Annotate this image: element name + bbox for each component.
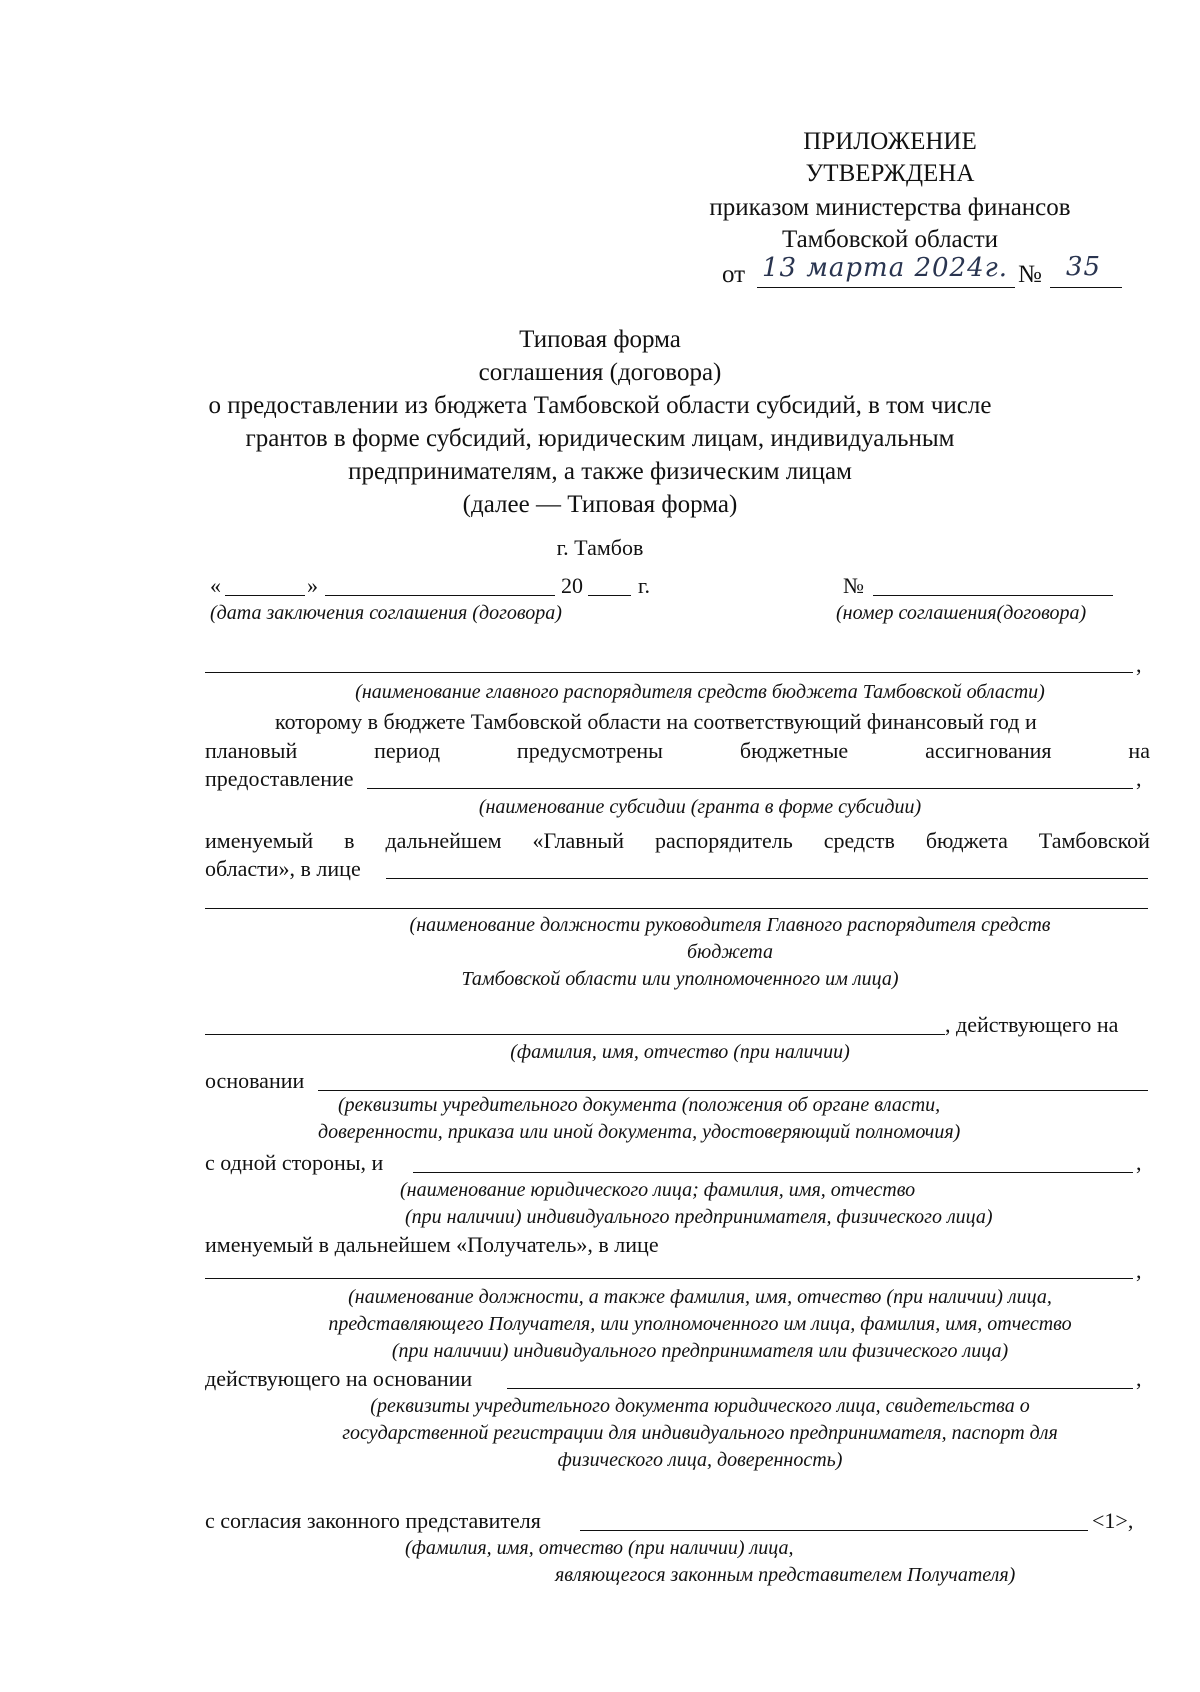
caption-fio: (фамилия, имя, отчество (при наличии)	[510, 1041, 850, 1063]
head-field-2	[205, 908, 1148, 909]
p1-word: ассигнования	[925, 738, 1052, 763]
p2-word: именуемый	[205, 828, 314, 853]
caption-docs-3: физического лица, доверенность)	[557, 1449, 843, 1471]
caption-legal-2: (при наличии) индивидуального предпринимателя, физического лица)	[405, 1206, 993, 1228]
p1-word: на	[1128, 738, 1150, 763]
caption-recipient-2: представляющего Получателя, или уполномоченного им лица, фамилия, имя, отчество	[328, 1313, 1072, 1335]
comma: ,	[1136, 1258, 1142, 1283]
acting-basis-label: действующего на основании	[205, 1366, 473, 1391]
comma: ,	[1136, 766, 1142, 791]
footnote-ref: <1>,	[1092, 1508, 1134, 1533]
caption-docs-1: (реквизиты учредительного документа юридического лица, свидетельства о	[370, 1395, 1030, 1417]
caption-rep-1: (фамилия, имя, отчество (при наличии) лица,	[405, 1537, 794, 1559]
p1-line-2	[205, 738, 1150, 764]
title-line-4: грантов в форме субсидий, юридическим лицам, индивидуальным	[245, 425, 955, 452]
p2-word: Тамбовской	[1038, 828, 1150, 853]
order-date-underline	[757, 287, 1015, 288]
order-line-1: приказом министерства финансов	[709, 194, 1071, 221]
p2-line-2: области», в лице	[205, 856, 361, 881]
p1-line-3: предоставление	[205, 766, 354, 791]
head-field-1	[386, 878, 1148, 879]
date-year-field	[588, 595, 631, 596]
p2-word: «Главный	[532, 828, 625, 853]
p2-line-1	[205, 828, 1150, 854]
caption-basis-1: (реквизиты учредительного документа (положения об органе власти,	[338, 1094, 941, 1116]
title-line-1: Типовая форма	[519, 326, 681, 353]
order-number-label: №	[1018, 261, 1042, 288]
p1-word: предусмотрены	[516, 738, 663, 763]
caption-legal-1: (наименование юридического лица; фамилия, имя, отчество	[400, 1179, 916, 1201]
appendix-label: ПРИЛОЖЕНИЕ	[803, 128, 977, 155]
date-close-quote: »	[307, 573, 318, 598]
p2-word: в	[344, 828, 355, 853]
documents-field	[507, 1388, 1133, 1389]
order-number-underline	[1050, 287, 1122, 288]
approved-label: УТВЕРЖДЕНА	[805, 160, 975, 187]
basis-label: основании	[205, 1068, 305, 1093]
number-caption: (номер соглашения(договора)	[836, 602, 1087, 624]
subsidy-field	[367, 788, 1133, 789]
p1-word: бюджетные	[739, 738, 849, 763]
fio-field	[205, 1034, 945, 1035]
consent-label: с согласия законного представителя	[205, 1508, 541, 1533]
title-line-3: о предоставлении из бюджета Тамбовской области субсидий, в том числе	[208, 392, 992, 419]
p2-word: распорядитель	[654, 828, 793, 853]
date-year-prefix: 20	[561, 573, 583, 598]
p2-word: бюджета	[925, 828, 1008, 853]
caption-subsidy: (наименование субсидии (гранта в форме субсидии)	[478, 796, 922, 818]
caption-head-2: бюджета	[687, 941, 773, 963]
date-caption: (дата заключения соглашения (договора)	[210, 602, 562, 624]
date-month-field	[325, 595, 555, 596]
caption-main-manager: (наименование главного распорядителя средств бюджета Тамбовской области)	[355, 681, 1045, 703]
city: г. Тамбов	[556, 535, 644, 560]
agreement-number-label: №	[843, 573, 864, 598]
date-day-field	[225, 595, 305, 596]
acting-on: , действующего на	[945, 1012, 1119, 1037]
caption-recipient-3: (при наличии) индивидуального предпринимателя или физического лица)	[391, 1340, 1009, 1362]
caption-docs-2: государственной регистрации для индивидуального предпринимателя, паспорт для	[342, 1422, 1058, 1444]
recipient-label: именуемый в дальнейшем «Получатель», в лице	[205, 1232, 659, 1257]
legal-representative-field	[580, 1530, 1088, 1531]
agreement-number-field	[873, 595, 1113, 596]
date-open-quote: «	[210, 573, 221, 598]
recipient-field	[205, 1278, 1133, 1279]
title-line-5: предпринимателям, а также физическим лицам	[348, 458, 852, 485]
basis-field	[318, 1090, 1148, 1091]
caption-recipient-1: (наименование должности, а также фамилия, имя, отчество (при наличии) лица,	[348, 1286, 1052, 1308]
p2-word: средств	[823, 828, 895, 853]
title-line-6: (далее — Типовая форма)	[462, 491, 738, 518]
caption-head-3: Тамбовской области или уполномоченного им лица)	[461, 968, 899, 990]
p1-word: период	[374, 738, 441, 763]
date-year-suffix: г.	[638, 573, 651, 598]
main-manager-field	[205, 672, 1133, 673]
order-date-handwritten: 13 марта 2024г.	[762, 253, 1009, 283]
p2-word: дальнейшем	[385, 828, 502, 853]
p1-line-1: которому в бюджете Тамбовской области на соответствующий финансовый год и	[275, 709, 1037, 734]
comma: ,	[1136, 652, 1142, 677]
order-line-2: Тамбовской области	[781, 226, 999, 253]
one-side-label: с одной стороны, и	[205, 1150, 384, 1175]
comma: ,	[1136, 1150, 1142, 1175]
caption-rep-2: являющегося законным представителем Получателя)	[555, 1564, 1016, 1586]
comma: ,	[1136, 1366, 1142, 1391]
legal-entity-field	[413, 1172, 1133, 1173]
title-line-2: соглашения (договора)	[478, 359, 722, 386]
caption-head-1: (наименование должности руководителя Главного распорядителя средств	[409, 914, 1051, 936]
p1-word: плановый	[205, 738, 298, 763]
date-prefix: от	[722, 261, 746, 288]
order-number-handwritten: 35	[1066, 252, 1102, 282]
caption-basis-2: доверенности, приказа или иной документа, удостоверяющий полномочия)	[318, 1121, 961, 1143]
